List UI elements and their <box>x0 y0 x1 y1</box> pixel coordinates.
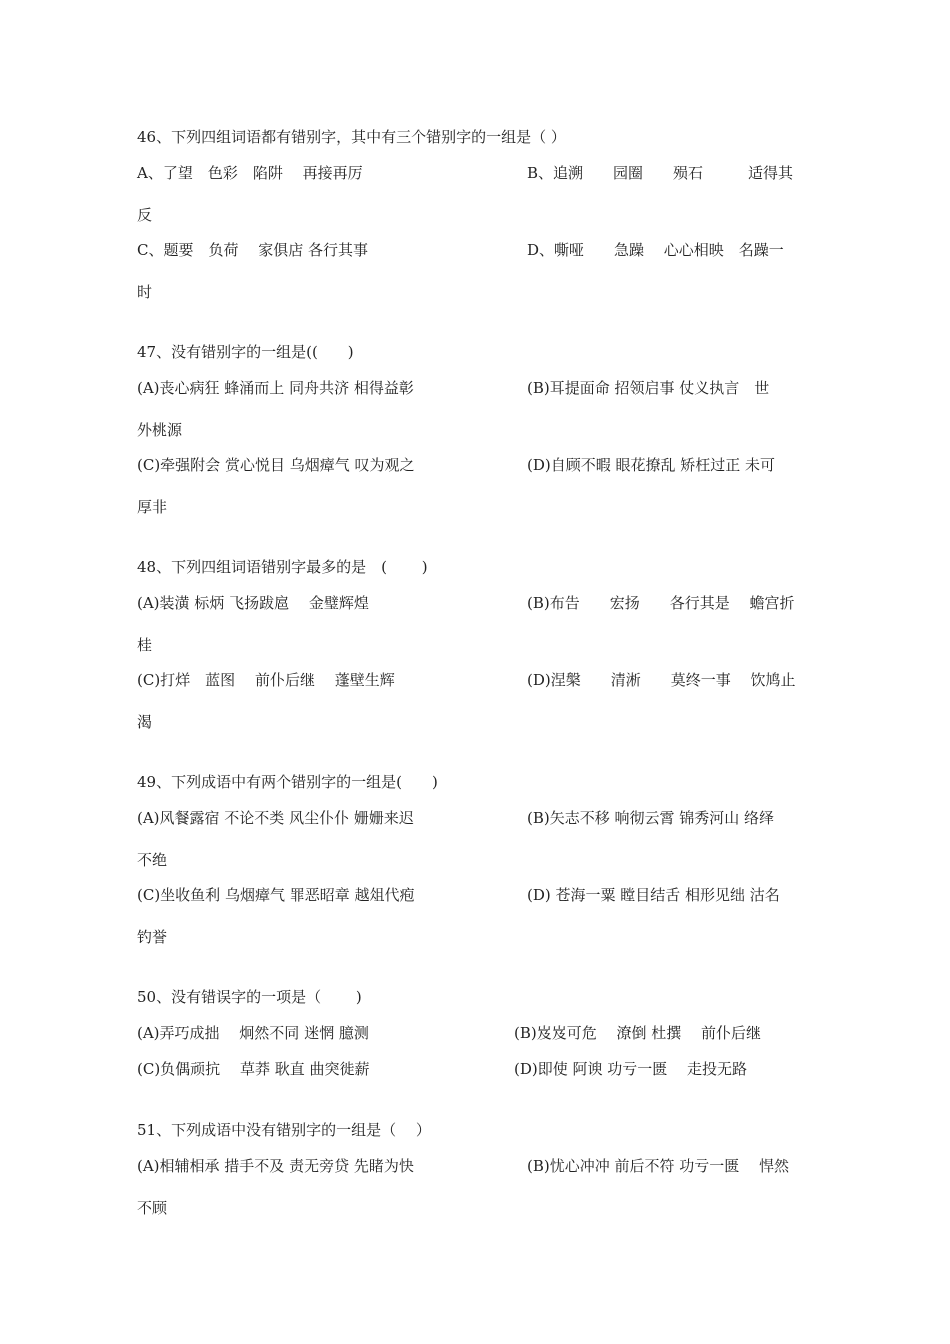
question-50-option-c: (C)负偶顽抗 草莽 耿直 曲突徙薪 <box>137 1060 370 1078</box>
question-47-option-d: (D)自顾不暇 眼花撩乱 矫枉过正 未可 <box>527 456 776 474</box>
question-49-option-c: (C)坐收鱼利 乌烟瘴气 罪恶昭章 越俎代疱 <box>137 886 415 904</box>
question-48-option-d-continued: 渴 <box>137 713 153 731</box>
question-47-option-b: (B)耳提面命 招领启事 仗义执言 世 <box>527 379 770 397</box>
question-48-option-b: (B)布告 宏扬 各行其是 蟾宫折 <box>527 594 795 612</box>
question-46-option-c: C、题要 负荷 家俱店 各行其事 <box>137 241 369 259</box>
question-46-option-b-continued: 反 <box>137 206 153 224</box>
question-46-stem: 46、下列四组词语都有错别字，其中有三个错别字的一组是（ ） <box>137 128 566 146</box>
question-49-option-b-continued: 不绝 <box>137 851 168 869</box>
question-51-option-a: (A)相辅相承 措手不及 责无旁贷 先睹为快 <box>137 1157 414 1175</box>
question-48-option-c: (C)打烊 蓝图 前仆后继 蓬壁生辉 <box>137 671 395 689</box>
question-46-option-b: B、追溯 园圈 殒石 适得其 <box>527 164 794 182</box>
question-50-stem: 50、没有错误字的一项是（ ) <box>137 988 362 1006</box>
question-47-option-a: (A)丧心病狂 蜂涌而上 同舟共济 相得益彰 <box>137 379 414 397</box>
question-48-option-d: (D)涅槃 清淅 莫终一事 饮鸠止 <box>527 671 796 689</box>
question-49-option-b: (B)矢志不移 响彻云霄 锦秀河山 络绎 <box>527 809 775 827</box>
question-51-option-b: (B)忧心冲冲 前后不符 功亏一匮 悍然 <box>527 1157 790 1175</box>
question-49-option-d-continued: 钓誉 <box>137 928 168 946</box>
question-47-option-d-continued: 厚非 <box>137 498 168 516</box>
question-47-option-b-continued: 外桃源 <box>137 421 183 439</box>
question-47-stem: 47、没有错别字的一组是(( ) <box>137 343 354 361</box>
question-48-stem: 48、下列四组词语错别字最多的是 ( ) <box>137 558 428 576</box>
question-49-stem: 49、下列成语中有两个错别字的一组是( ) <box>137 773 438 791</box>
question-49-option-a: (A)风餐露宿 不论不类 风尘仆仆 姗姗来迟 <box>137 809 414 827</box>
question-50-option-b: (B)岌岌可危 潦倒 杜撰 前仆后继 <box>514 1024 762 1042</box>
question-50-option-a: (A)弄巧成拙 炯然不同 迷惘 臆测 <box>137 1024 369 1042</box>
question-49-option-d: (D) 苍海一粟 瞠目结舌 相形见绌 沽名 <box>527 886 780 904</box>
question-46-option-d-continued: 时 <box>137 283 153 301</box>
question-51-stem: 51、下列成语中没有错别字的一组是（ ） <box>137 1121 431 1139</box>
question-48-option-b-continued: 桂 <box>137 636 153 654</box>
question-47-option-c: (C)牵强附会 赏心悦目 乌烟瘴气 叹为观之 <box>137 456 415 474</box>
question-51-option-b-continued: 不顾 <box>137 1199 168 1217</box>
question-46-option-a: A、了望 色彩 陷阱 再接再厉 <box>137 164 363 182</box>
question-50-option-d: (D)即使 阿谀 功亏一匮 走投无路 <box>514 1060 748 1078</box>
question-48-option-a: (A)装潢 标炳 飞扬跋扈 金璧辉煌 <box>137 594 369 612</box>
question-46-option-d: D、嘶哑 急躁 心心相映 名躁一 <box>527 241 784 259</box>
